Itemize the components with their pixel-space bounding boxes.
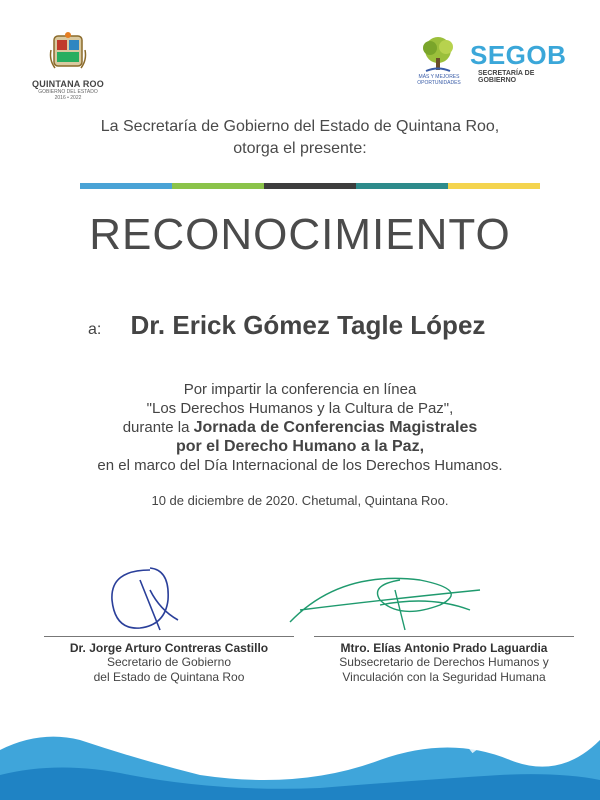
certificate-date: 10 de diciembre de 2020. Chetumal, Quintana Roo.	[151, 493, 449, 508]
segob-logo-group	[410, 34, 570, 94]
body-line-1: Por impartir la conferencia en línea	[183, 381, 417, 398]
color-bar-segment	[356, 183, 448, 189]
mas-oportunidades-text: MÁS Y MEJORES OPORTUNIDADES	[417, 74, 461, 86]
body-line-3-bold: Jornada de Conferencias Magistrales	[193, 419, 478, 436]
signatory-role: Secretario de Gobierno	[106, 655, 232, 669]
body-line-4: por el Derecho Humano a la Paz,	[175, 438, 425, 455]
quintana-roo-logo	[28, 30, 108, 101]
body-line-3-normal: durante la	[122, 419, 194, 436]
signature-1-icon	[112, 568, 178, 630]
body-line-5: en el marco del Día Internacional de los Derechos Humanos.	[97, 457, 503, 474]
body-line-3	[0, 418, 600, 437]
state-seal-icon	[47, 30, 89, 72]
state-years: 2016 • 2022	[54, 95, 82, 101]
signature-2-icon	[290, 578, 480, 630]
signatory-role: Vinculación con la Seguridad Humana	[342, 670, 546, 684]
state-name: QUINTANA ROO	[32, 79, 104, 89]
signature-line	[314, 636, 574, 637]
segob-logo: SEGOB	[470, 40, 567, 70]
signatory-name: Dr. Jorge Arturo Contreras Castillo	[69, 641, 269, 655]
color-bar	[80, 183, 540, 189]
intro-line-1: La Secretaría de Gobierno del Estado de Quintana Roo,	[100, 118, 500, 135]
signature-line	[44, 636, 294, 637]
signatory-2	[314, 636, 574, 685]
signatory-role: Subsecretario de Derechos Humanos y	[339, 655, 549, 669]
recipient-prefix: a:	[88, 321, 102, 338]
state-subtitle: GOBIERNO DEL ESTADO	[38, 89, 98, 95]
intro-text	[0, 116, 600, 160]
signatory-name: Mtro. Elías Antonio Prado Laguardia	[340, 641, 548, 655]
segob-subtitle: SECRETARÍA DE GOBIERNO	[478, 70, 535, 84]
color-bar-segment	[80, 183, 172, 189]
certificate-title: RECONOCIMIENTO	[89, 210, 511, 259]
body-line-2: "Los Derechos Humanos y la Cultura de Paz",	[146, 400, 454, 417]
signatory-1	[44, 636, 294, 685]
decorative-wave	[0, 680, 600, 800]
certificate-body	[0, 380, 600, 475]
tree-logo-icon	[416, 34, 460, 74]
intro-line-2: otorga el presente:	[233, 140, 367, 157]
recipient-name: Dr. Erick Gómez Tagle López	[130, 310, 486, 340]
color-bar-segment	[264, 183, 356, 189]
color-bar-segment	[448, 183, 540, 189]
recipient	[88, 310, 558, 341]
color-bar-segment	[172, 183, 264, 189]
signatory-role: del Estado de Quintana Roo	[93, 670, 245, 684]
